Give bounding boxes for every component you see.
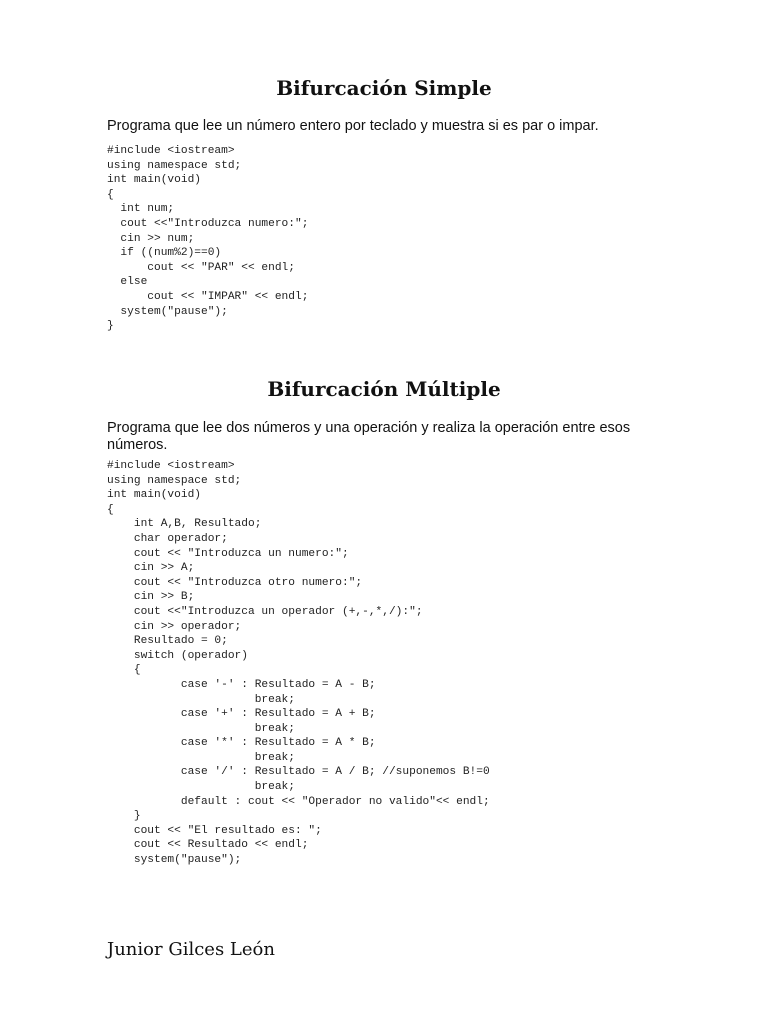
code-line: using namespace std;: [107, 159, 242, 172]
code-line: cin >> B;: [107, 591, 195, 604]
code-block-simple: [107, 144, 308, 334]
code-line: cin >> num;: [107, 232, 195, 245]
code-line: switch (operador): [107, 649, 248, 662]
code-line: else: [107, 276, 148, 289]
code-line: cout << "PAR" << endl;: [107, 261, 295, 274]
code-line: {: [107, 664, 141, 677]
section-description-multiple: Programa que lee dos números y una operación y realiza la operación entre esos números.: [107, 420, 631, 453]
code-line: case '/' : Resultado = A / B; //suponemos B!=0: [107, 766, 490, 779]
code-line: {: [107, 503, 114, 516]
code-line: int A,B, Resultado;: [107, 518, 262, 531]
code-line: break;: [107, 693, 295, 706]
section-description-simple: Programa que lee un número entero por teclado y muestra si es par o impar.: [107, 118, 599, 134]
code-line: cin >> A;: [107, 562, 195, 575]
code-line: case '*' : Resultado = A * B;: [107, 737, 376, 750]
code-line: system("pause");: [107, 854, 242, 867]
code-line: int main(void): [107, 174, 201, 187]
code-line: #include <iostream>: [107, 460, 235, 472]
code-line: char operador;: [107, 532, 228, 545]
code-block-multiple: [107, 459, 490, 868]
code-line: cout << Resultado << endl;: [107, 839, 309, 852]
code-line: cout << "Introduzca otro numero:";: [107, 576, 363, 589]
code-line: using namespace std;: [107, 474, 242, 487]
code-line: cout <<"Introduzca numero:";: [107, 217, 309, 230]
code-line: cout <<"Introduzca un operador (+,-,*,/):";: [107, 605, 423, 618]
author-name: Junior Gilces León: [107, 939, 275, 960]
code-line: }: [107, 810, 141, 823]
code-line: case '-' : Resultado = A - B;: [107, 678, 376, 691]
code-line: cout << "IMPAR" << endl;: [107, 290, 309, 303]
code-line: int main(void): [107, 489, 201, 502]
code-line: case '+' : Resultado = A + B;: [107, 708, 376, 721]
code-line: break;: [107, 751, 295, 764]
code-line: break;: [107, 781, 295, 794]
section-title-multiple: Bifurcación Múltiple: [267, 377, 501, 401]
code-line: Resultado = 0;: [107, 635, 228, 648]
code-line: cin >> operador;: [107, 620, 242, 633]
code-line: cout << "El resultado es: ";: [107, 824, 322, 837]
code-line: if ((num%2)==0): [107, 247, 222, 260]
code-line: system("pause");: [107, 305, 228, 318]
section-title-simple: Bifurcación Simple: [276, 76, 492, 100]
code-line: default : cout << "Operador no valido"<< endl;: [107, 795, 490, 808]
code-line: {: [107, 188, 114, 201]
code-line: break;: [107, 722, 295, 735]
code-line: int num;: [107, 203, 175, 216]
code-line: }: [107, 320, 114, 333]
code-line: cout << "Introduzca un numero:";: [107, 547, 349, 560]
code-line: #include <iostream>: [107, 145, 235, 157]
